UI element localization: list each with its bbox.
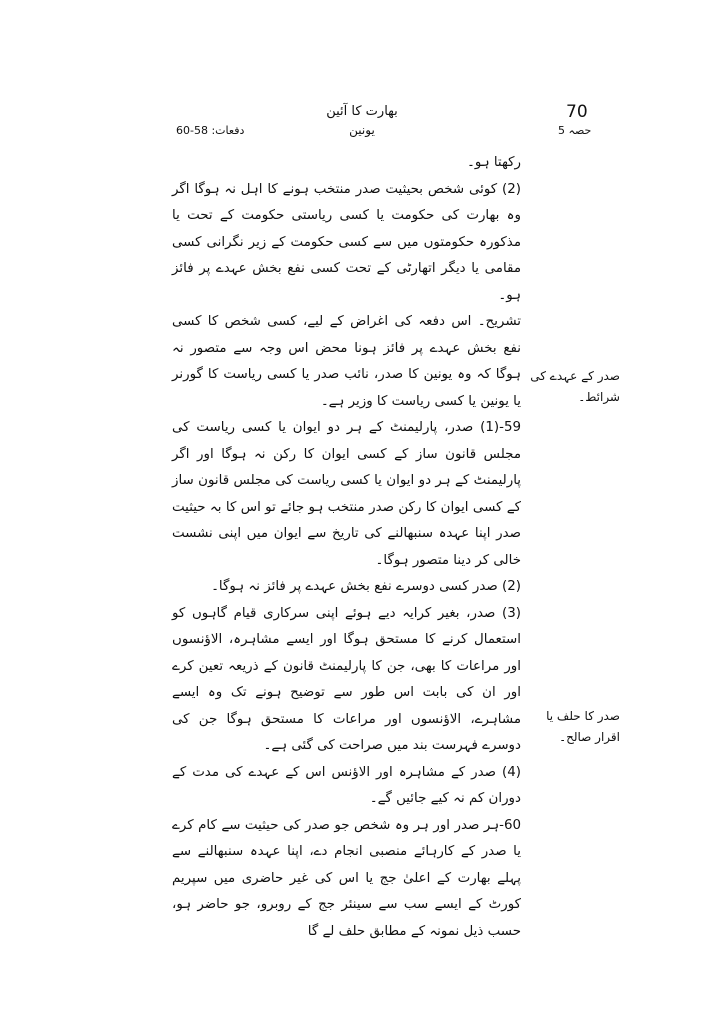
paragraph: 60-ہر صدر اور ہر وہ شخص جو صدر کی حیثیت سے کام کرے یا صدر کے کارہائے منصبی انجام دے، اپنا عہدہ سنبھالنے سے پہلے بھارت کے اعلیٰ جج یا اس کی غیر حاضری میں سپریم کورٹ کے ایسے سب سے سینئر جج کے روبرو، جو حاضر ہو، حسب ذیل نمونہ کے مطابق حلف لے گا — [172, 817, 521, 939]
paragraph: (2) کوئی شخص بحیثیت صدر منتخب ہونے کا اہل نہ ہوگا اگر وہ بھارت کی حکومت یا کسی ریاستی حکومت کے تحت یا مذکورہ حکومتوں میں سے کسی حکومت کے زیر نگرانی کسی مقامی یا دیگر اتھارٹی کے تحت کسی نفع بخش عہدے پر فائز ہو۔ — [172, 181, 521, 303]
paragraph: تشریح۔ اس دفعہ کی اغراض کے لیے، کسی شخص کا کسی نفع بخش عہدے پر فائز ہونا محض اس وجہ سے متصور نہ ہوگا کہ وہ یونین کا صدر، نائب صدر یا کسی ریاست کا گورنر یا یونین یا کسی ریاست کا وزیر ہے۔ — [172, 314, 521, 409]
running-header-title: بھارت کا آئین — [326, 104, 398, 119]
paragraph: (4) صدر کے مشاہرہ اور الاؤنس اس کے عہدے کی مدت کے دوران کم نہ کیے جائیں گے۔ — [172, 764, 521, 806]
part-label: حصہ 5 — [558, 124, 592, 137]
body-text — [172, 150, 521, 945]
paragraph: رکھتا ہو۔ — [466, 155, 521, 170]
page-number: 70 — [566, 102, 588, 122]
margin-note: صدر کے عہدے کی شرائط۔ — [530, 369, 620, 404]
sections-label: دفعات: 58-60 — [176, 124, 245, 137]
running-header-subtitle: یونین — [349, 123, 375, 137]
paragraph: 59-(1) صدر، پارلیمنٹ کے ہر دو ایوان یا کسی ریاست کی مجلس قانون ساز کے کسی ایوان کا رکن نہ ہوگا اور اگر پارلیمنٹ کے ہر دو ایوان یا کسی ریاست کی مجلس قانون ساز کے کسی ایوان کا رکن صدر منتخب ہو جائے تو اس کا بہ حیثیت صدر اپنا عہدہ سنبھالنے کی تاریخ سے ایوان میں اپنی نشست خالی کر دینا متصور ہوگا۔ — [172, 420, 521, 568]
paragraph: (2) صدر کسی دوسرے نفع بخش عہدے پر فائز نہ ہوگا۔ — [211, 579, 521, 594]
paragraph: (3) صدر، بغیر کرایہ دیے ہوئے اپنی سرکاری قیام گاہوں کو استعمال کرنے کا مستحق ہوگا اور ایسے مشاہرہ، الاؤنسوں اور مراعات کا بھی، جن کا پارلیمنٹ قانون کے ذریعہ تعین کرے اور ان کی بابت اس طور سے توضیح ہونے تک وہ ایسے مشاہرے، الاؤنسوں اور مراعات کا مستحق ہوگا جن کی دوسرے فہرست بند میں صراحت کی گئی ہے۔ — [172, 605, 521, 753]
margin-note: صدر کا حلف یا اقرار صالح۔ — [546, 709, 620, 744]
